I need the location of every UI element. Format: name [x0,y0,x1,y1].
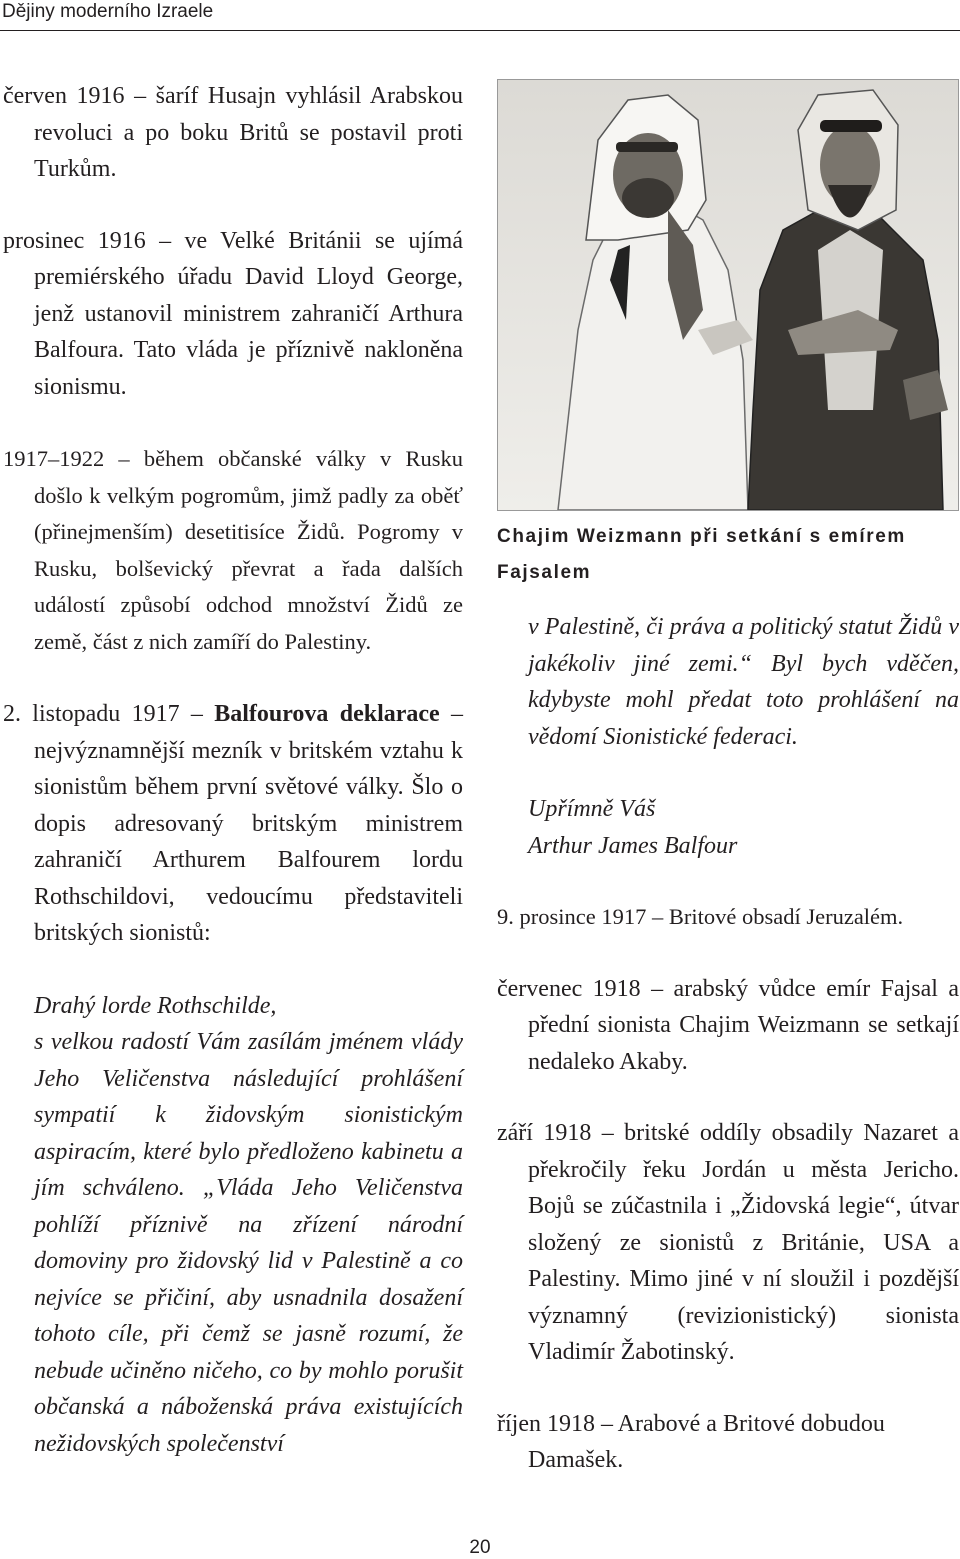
timeline-entry-december-1917 [497,899,959,936]
entry-text: – nejvýznamnější mezník v britském vztahu k sionistům během první světové války. Šlo o dopis adresovaný britským ministrem zahraničí Arthurem Balfourem lordu Rothschildovi, vedoucímu představiteli britských sionistů: [34,701,463,946]
historical-photo [497,79,959,511]
entry-text: – britské oddíly obsadily Nazaret a překročily řeku Jordán u města Jericho. Bojů se zúčastnila i „Židovská legie“, útvar složený ze sionistů z Británie, USA a Palestiny. Mimo jiné v ní sloužil i pozdější významný (revizionistický) sionista Vladimír Žabotinský. [528,1120,959,1365]
entry-text: – šaríf Husajn vyhlásil Arabskou revoluci a po boku Britů se postavil proti Turkům. [34,83,464,182]
entry-date: říjen 1918 [497,1410,595,1437]
entry-date: 9. prosince 1917 [497,904,647,929]
entry-text: – Arabové a Britové dobudou Damašek. [528,1410,885,1473]
entry-date: prosinec 1916 [3,227,146,254]
letter-body: s velkou radostí Vám zasílám jménem vlády Jeho Veličenstva následující prohlášení sympatií k židovským sionistickým aspiracím, které bylo předloženo kabinetu a jím schváleno. „Vláda Jeho Veličenstva pohlíží příznivě na zřízení národní domoviny pro židovský lid v Palestině a co nejvíce se přičiní, aby usnadnila dosažení tohoto cíle, při čemž se jasně rozumí, že nebude učiněno ničeho, co by mohlo porušit občanská a náboženská práva existujících nežidovských společenství [34,1029,463,1457]
letter-continuation [497,609,959,864]
entry-dash: – [179,701,215,727]
right-column [497,79,959,1479]
timeline-entry-july-1918 [497,971,959,1081]
entry-date: 1917–1922 [3,446,105,471]
entry-text: – během občanské války v Rusku došlo k velkým pogromům, jimž padly za oběť (přinejmenším) desetitisíce Židů. Pogromy v Rusku, bolševický převrat a řada dalších událostí způsobí odchod množství Židů ze země, část z nich zamíří do Palestiny. [34,446,463,654]
entry-date: 2. listopadu 1917 [3,701,180,727]
timeline-entry-june-1916 [3,78,463,188]
photo-illustration [498,80,958,510]
timeline-entry-1917-1922 [3,441,463,660]
book-title: Dějiny moderního Izraele [2,1,214,22]
letter-continued-text: v Palestině, či práva a politický statut Židů v jakékoliv jiné zemi.“ Byl bych vděčen, kdybyste mohl předat toto prohlášení na vědomí Sionistické federaci. [528,614,959,750]
letter-salutation: Drahý lorde Rothschilde, [34,992,277,1019]
balfour-declaration-term: Balfourova deklarace [214,701,440,727]
entry-text: – arabský vůdce emír Fajsal a přední sionista Chajim Weizmann se setkají nedaleko Akaby. [528,975,959,1075]
timeline-entry-balfour-declaration [3,696,463,952]
running-header [0,0,960,31]
left-column [3,78,463,1462]
entry-text: – ve Velké Británii se ujímá premiérského úřadu David Lloyd George, jenž ustanovil ministrem zahraničí Arthura Balfoura. Tato vláda je příznivě nakloněna sionismu. [34,227,463,400]
timeline-entry-october-1918 [497,1406,959,1479]
page-number: 20 [469,1537,491,1558]
letter-closing: Upřímně Váš [528,796,656,822]
entry-date: září 1918 [497,1120,592,1146]
timeline-entry-december-1916 [3,223,463,406]
photo-caption: Chajim Weizmann při setkání s emírem Fajsalem [497,526,906,583]
entry-date: červen 1916 [3,83,125,109]
entry-date: červenec 1918 [497,975,641,1002]
entry-text: – Britové obsadí Jeruzalém. [646,904,904,929]
timeline-entry-september-1918 [497,1115,959,1371]
balfour-letter [3,988,463,1463]
letter-signature: Arthur James Balfour [528,832,738,859]
